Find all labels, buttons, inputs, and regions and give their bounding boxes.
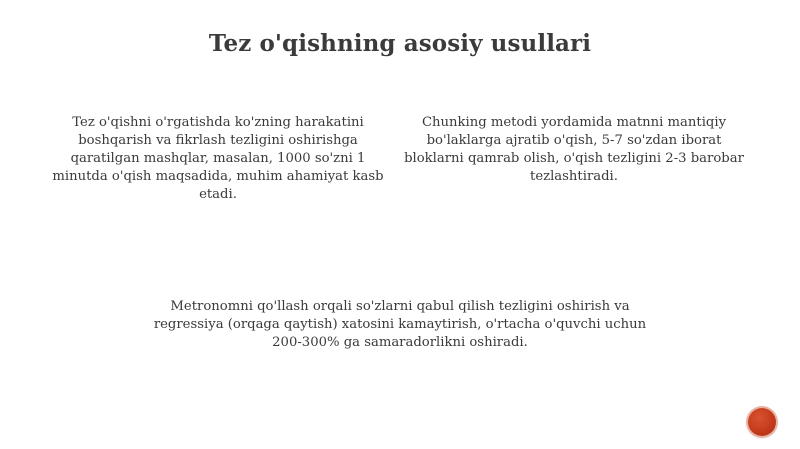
slide-title: Tez o'qishning asosiy usullari [208,30,592,57]
slide-nav-button[interactable] [748,408,776,436]
text-block-left: Tez o'qishni o'rgatishda ko'zning harakatini boshqarish va fikrlash tezligini oshirishga qaratilgan mashqlar, masalan, 1000 so'zni 1 minutda o'qish maqsadida, muhim ahamiyat kasb etadi. [52,115,384,202]
text-block-bottom: Metronomni qo'llash orqali so'zlarni qabul qilish tezligini oshirish va regressiya (orqaga qaytish) xatosini kamaytirish, o'rtacha o'quvchi uchun 200-300% ga samaradorlikni oshiradi. [153,299,647,350]
text-block-right: Chunking metodi yordamida matnni mantiqiy bo'laklarga ajratib o'qish, 5-7 so'zdan iborat bloklarni qamrab olish, o'qish tezligini 2-3 barobar tezlashtiradi. [404,115,744,184]
